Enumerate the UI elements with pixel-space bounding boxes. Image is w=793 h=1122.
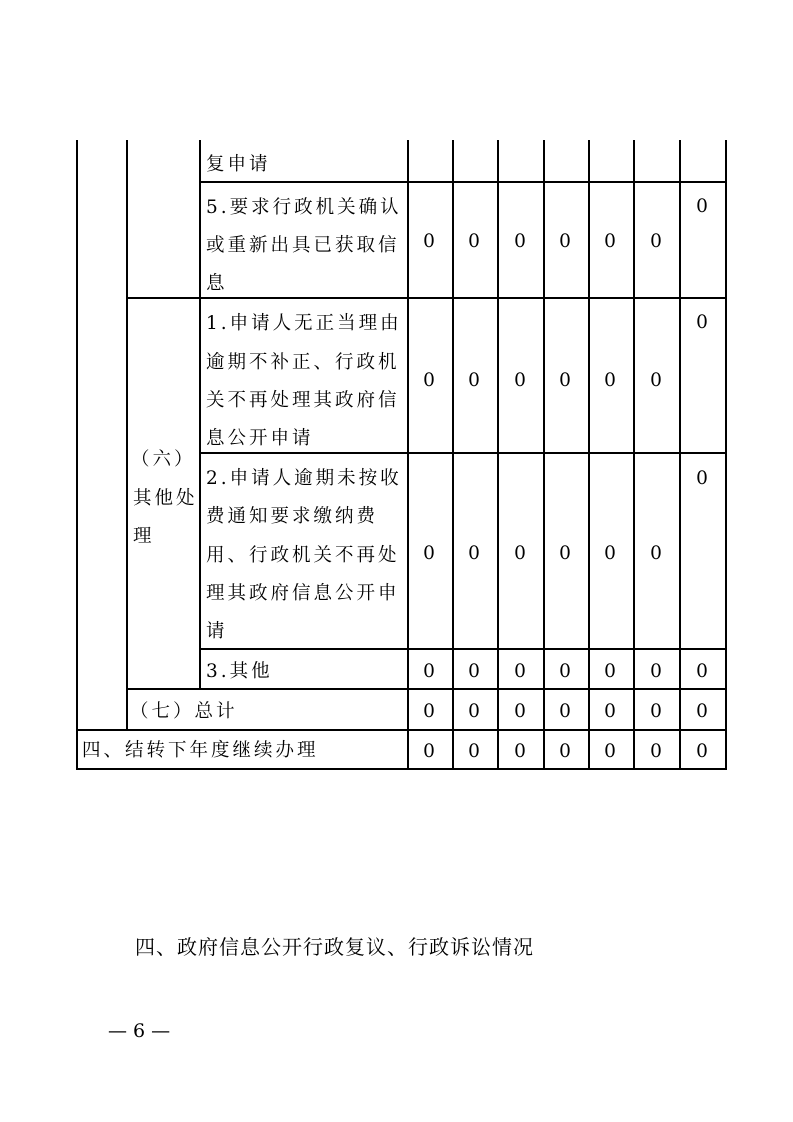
value-cell: 0 xyxy=(468,661,480,682)
total-row-label: （七）总计 xyxy=(130,701,238,722)
page-number: — 6 — xyxy=(108,1020,171,1042)
value-cell: 0 xyxy=(650,231,662,252)
value-cell: 0 xyxy=(604,370,616,391)
row-label-line: 逾期不补正、行政机 xyxy=(206,352,400,373)
value-cell: 0 xyxy=(514,370,526,391)
row-label-line: 5.要求行政机关确认 xyxy=(206,197,402,218)
value-cell: 0 xyxy=(559,231,571,252)
value-cell: 0 xyxy=(559,701,571,722)
value-cell: 0 xyxy=(468,701,480,722)
value-cell: 0 xyxy=(468,543,480,564)
value-cell: 0 xyxy=(559,543,571,564)
table-rule xyxy=(725,140,727,770)
table-rule xyxy=(199,140,201,690)
value-cell: 0 xyxy=(604,543,616,564)
value-cell: 0 xyxy=(696,701,708,722)
value-cell: 0 xyxy=(696,468,708,489)
table-rule xyxy=(126,140,128,731)
row-label-line: 请 xyxy=(206,621,228,642)
value-cell: 0 xyxy=(423,701,435,722)
value-cell: 0 xyxy=(650,543,662,564)
value-cell: 0 xyxy=(650,741,662,762)
row-label-line: 息 xyxy=(206,273,228,294)
group-label-line: 其他处 xyxy=(133,488,198,509)
value-cell: 0 xyxy=(650,701,662,722)
value-cell: 0 xyxy=(650,370,662,391)
section-heading: 四、政府信息公开行政复议、行政诉讼情况 xyxy=(135,935,534,959)
value-cell: 0 xyxy=(559,370,571,391)
group-label-line: 理 xyxy=(133,526,155,547)
value-cell: 0 xyxy=(514,701,526,722)
value-cell: 0 xyxy=(696,661,708,682)
value-cell: 0 xyxy=(468,741,480,762)
value-cell: 0 xyxy=(604,741,616,762)
row-label-line: 关不再处理其政府信 xyxy=(206,390,400,411)
table-rule xyxy=(76,140,78,770)
value-cell: 0 xyxy=(696,312,708,333)
row-label-line: 理其政府信息公开申 xyxy=(206,583,400,604)
row-label-line: 2.申请人逾期未按收 xyxy=(206,468,402,489)
value-cell: 0 xyxy=(423,741,435,762)
value-cell: 0 xyxy=(514,661,526,682)
row-label-line: 用、行政机关不再处 xyxy=(206,545,400,566)
value-cell: 0 xyxy=(604,661,616,682)
value-cell: 0 xyxy=(604,701,616,722)
value-cell: 0 xyxy=(423,370,435,391)
value-cell: 0 xyxy=(468,370,480,391)
row-label-line: 息公开申请 xyxy=(206,428,314,449)
carry-row-label: 四、结转下年度继续办理 xyxy=(82,740,319,761)
row-label-line: 复申请 xyxy=(206,154,271,175)
value-cell: 0 xyxy=(696,741,708,762)
row-label-line: 1.申请人无正当理由 xyxy=(206,313,402,334)
value-cell: 0 xyxy=(604,231,616,252)
value-cell: 0 xyxy=(696,196,708,217)
value-cell: 0 xyxy=(559,661,571,682)
table-rule xyxy=(199,648,727,650)
value-cell: 0 xyxy=(423,231,435,252)
value-cell: 0 xyxy=(514,231,526,252)
value-cell: 0 xyxy=(559,741,571,762)
value-cell: 0 xyxy=(468,231,480,252)
row-label-line: 费通知要求缴纳费 xyxy=(206,506,379,527)
row-label-line: 3.其他 xyxy=(206,661,273,682)
value-cell: 0 xyxy=(514,741,526,762)
table-rule xyxy=(199,181,727,183)
value-cell: 0 xyxy=(423,661,435,682)
group-label-line: （六） xyxy=(131,449,196,470)
value-cell: 0 xyxy=(423,543,435,564)
row-label-line: 或重新出具已获取信 xyxy=(206,235,400,256)
value-cell: 0 xyxy=(650,661,662,682)
value-cell: 0 xyxy=(514,543,526,564)
